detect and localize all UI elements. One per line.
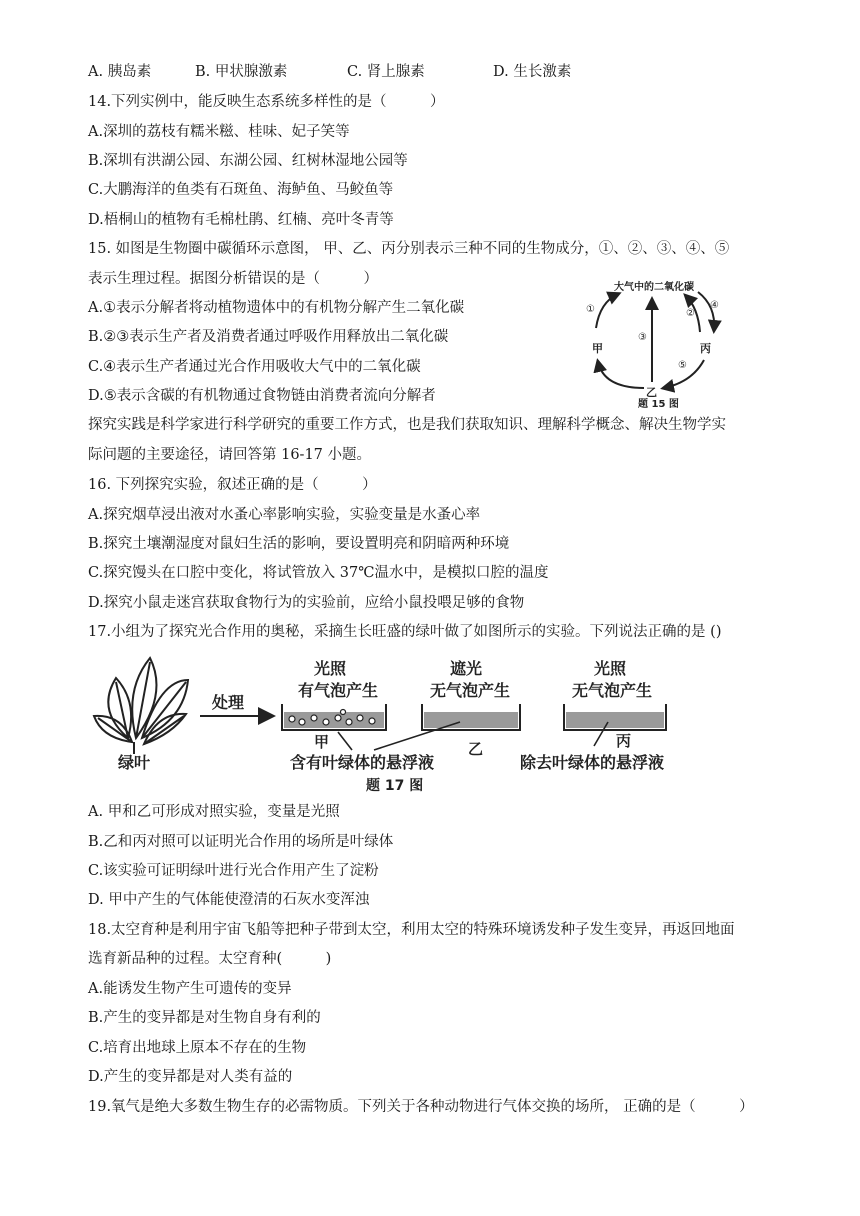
fig15-num-3: ③	[638, 332, 647, 343]
leaf-icon	[94, 658, 188, 754]
intro-line2: 际问题的主要途径，请回答第 16-17 小题。	[88, 447, 372, 463]
q14-option-d: D.梧桐山的植物有毛棉杜鹃、红楠、亮叶冬青等	[88, 212, 394, 228]
fig15-atmosphere-label: 大气中的二氧化碳	[614, 282, 694, 293]
fig15-num-4: ④	[710, 300, 719, 311]
q15-option-a: A.①表示分解者将动植物遗体中的有机物分解产生二氧化碳	[88, 300, 465, 316]
q13-option-b: B. 甲状腺激素	[195, 64, 288, 80]
q18-option-d: D.产生的变异都是对人类有益的	[88, 1069, 293, 1085]
fig15-arrow-1	[596, 294, 618, 328]
q16-stem: 16. 下列探究实验，叙述正确的是（ ）	[88, 477, 377, 493]
fig15-num-1: ①	[586, 304, 595, 315]
fig15-bing: 丙	[700, 342, 711, 355]
q17-option-a: A. 甲和乙可形成对照实验，变量是光照	[88, 804, 340, 820]
fig15-curve-yi-jia	[598, 362, 644, 388]
fig17-process-label: 处理	[212, 693, 245, 712]
fig17-nobubbles2: 无气泡产生	[572, 681, 653, 700]
q14-option-b: B.深圳有洪湖公园、东湖公园、红树林湿地公园等	[88, 153, 408, 169]
q18-option-a: A.能诱发生物产生可遗传的变异	[88, 981, 292, 997]
q13-option-d: D. 生长激素	[493, 64, 572, 80]
q15-stem-line2: 表示生理过程。据图分析错误的是（ ）	[88, 271, 378, 287]
q19-stem: 19.氧气是绝大多数生物生存的必需物质。下列关于各种动物进行气体交换的场所， 正确的是（ ）	[88, 1099, 754, 1115]
fig17-pointer-jia	[338, 732, 352, 750]
fig17-caption: 题 17 图	[366, 778, 424, 794]
q15-stem-line1: 15. 如图是生物圈中碳循环示意图， 甲、乙、丙分别表示三种不同的生物成分，①、②、③、④、⑤	[88, 241, 730, 257]
fig15-num-2: ②	[686, 308, 695, 319]
q17-stem: 17.小组为了探究光合作用的奥秘，采摘生长旺盛的绿叶做了如图所示的实验。下列说法正确的是 ()	[88, 624, 722, 640]
fig17-jia: 甲	[314, 733, 330, 751]
q17-option-c: C.该实验可证明绿叶进行光合作用产生了淀粉	[88, 863, 379, 879]
q15-option-d: D.⑤表示含碳的有机物通过食物链由消费者流向分解者	[88, 388, 436, 404]
q17-option-b: B.乙和丙对照可以证明光合作用的场所是叶绿体	[88, 834, 394, 850]
q13-options	[88, 62, 571, 82]
q17-option-d: D. 甲中产生的气体能使澄清的石灰水变浑浊	[88, 892, 370, 908]
q14-option-c: C.大鹏海洋的鱼类有石斑鱼、海鲈鱼、马鲛鱼等	[88, 182, 394, 198]
intro-line1: 探究实践是科学家进行科学研究的重要工作方式，也是我们获取知识、理解科学概念、解决生物学实	[88, 417, 726, 433]
fig17-nobubbles1: 无气泡产生	[430, 681, 511, 700]
q16-option-d: D.探究小鼠走迷宫获取食物行为的实验前，应给小鼠投喂足够的食物	[88, 595, 525, 611]
fig15-arrow-4	[698, 292, 714, 330]
q15-option-c: C.④表示生产者通过光合作用吸收大气中的二氧化碳	[88, 359, 421, 375]
q13-option-c: C. 肾上腺素	[347, 64, 425, 80]
fig17-with-chloroplast: 含有叶绿体的悬浮液	[290, 753, 435, 772]
beaker-bing-liquid	[566, 712, 664, 728]
fig17-leaf-label: 绿叶	[118, 753, 151, 772]
q18-stem-line2: 选育新品种的过程。太空育种( )	[88, 951, 332, 967]
fig15-num-5: ⑤	[678, 360, 687, 371]
fig17-bubbles: 有气泡产生	[298, 681, 379, 700]
q16-option-c: C.探究馒头在口腔中变化，将试管放入 37℃温水中，是模拟口腔的温度	[88, 565, 549, 581]
fig15-caption: 题 15 图	[638, 399, 679, 410]
q18-option-b: B.产生的变异都是对生物自身有利的	[88, 1010, 321, 1026]
fig17-yi: 乙	[468, 740, 484, 758]
fig15-yi: 乙	[646, 386, 657, 399]
fig17-without-chloroplast: 除去叶绿体的悬浮液	[520, 753, 665, 772]
carbon-cycle-figure	[574, 270, 734, 410]
q16-option-b: B.探究土壤潮湿度对鼠妇生活的影响，要设置明亮和阴暗两种环境	[88, 536, 510, 552]
q18-stem-line1: 18.太空育种是利用宇宙飞船等把种子带到太空，利用太空的特殊环境诱发种子发生变异，再返回地面	[88, 922, 735, 938]
q14-stem: 14.下列实例中，能反映生态系统多样性的是（ ）	[88, 94, 445, 110]
fig17-light2: 光照	[594, 659, 627, 678]
fig17-light1: 光照	[314, 659, 347, 678]
fig17-shade: 遮光	[450, 659, 483, 678]
q18-option-c: C.培育出地球上原本不存在的生物	[88, 1040, 307, 1056]
fig17-bing: 丙	[616, 732, 632, 750]
q15-option-b: B.②③表示生产者及消费者通过呼吸作用释放出二氧化碳	[88, 329, 449, 345]
q16-option-a: A.探究烟草浸出液对水蚤心率影响实验，实验变量是水蚤心率	[88, 507, 481, 523]
q14-option-a: A.深圳的荔枝有糯米糍、桂味、妃子笑等	[88, 124, 350, 140]
beaker-yi-liquid	[424, 712, 518, 728]
q13-option-a: A. 胰岛素	[88, 64, 152, 80]
photosynthesis-figure	[88, 650, 688, 795]
fig15-jia: 甲	[592, 342, 603, 355]
